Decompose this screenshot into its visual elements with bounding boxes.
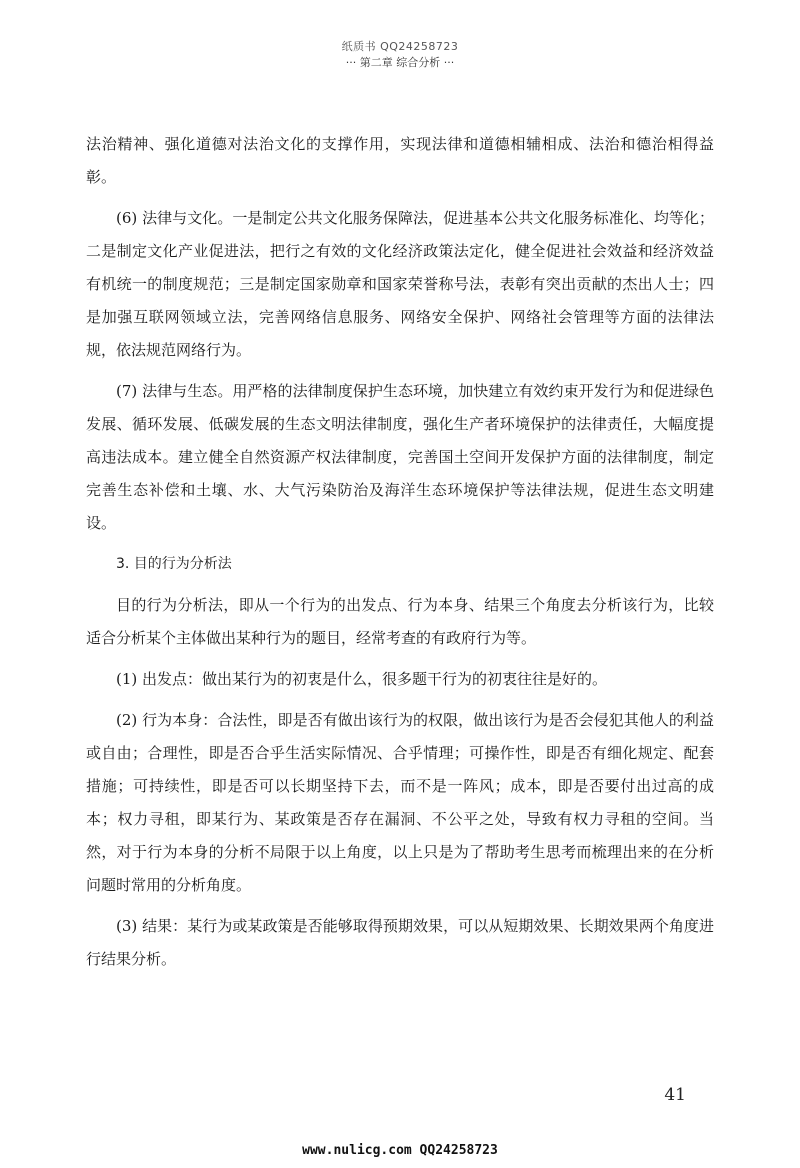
page-body — [86, 128, 714, 984]
paragraph-behavior-itself: (2) 行为本身：合法性，即是否有做出该行为的权限，做出该行为是否会侵犯其他人的利益或自由；合理性，即是否合乎生活实际情况、合乎情理；可操作性，即是否有细化规定、配套措施；可持续性，即是否可以长期坚持下去，而不是一阵风；成本，即是否要付出过高的成本；权力寻租，即某行为、某政策是否存在漏洞、不公平之处，导致有权力寻租的空间。当然，对于行为本身的分析不局限于以上角度，以上只是为了帮助考生思考而梳理出来的在分析问题时常用的分析角度。 — [86, 711, 714, 894]
paragraph-starting-point: (1) 出发点：做出某行为的初衷是什么，很多题干行为的初衷往往是好的。 — [116, 670, 608, 688]
section-heading: 3. 目的行为分析法 — [116, 556, 232, 572]
paragraph-method-intro: 目的行为分析法，即从一个行为的出发点、行为本身、结果三个角度去分析该行为，比较适合分析某个主体做出某种行为的题目，经常考查的有政府行为等。 — [86, 596, 714, 647]
paragraph-result: (3) 结果：某行为或某政策是否能够取得预期效果，可以从短期效果、长期效果两个角度进行结果分析。 — [86, 917, 714, 968]
page-number: 41 — [664, 1085, 686, 1105]
chapter-header: ··· 第二章 综合分析 ··· — [345, 56, 455, 69]
paragraph-law-ecology: (7) 法律与生态。用严格的法律制度保护生态环境，加快建立有效约束开发行为和促进绿色发展、循环发展、低碳发展的生态文明法律制度，强化生产者环境保护的法律责任，大幅度提高违法成本。建立健全自然资源产权法律制度，完善国土空间开发保护方面的法律制度，制定完善生态补偿和土壤、水、大气污染防治及海洋生态环境保护等法律法规，促进生态文明建设。 — [86, 382, 714, 532]
watermark-header: 纸质书 QQ24258723 — [341, 40, 459, 53]
footer-watermark: www.nulicg.com QQ24258723 — [302, 1143, 498, 1158]
paragraph-1: 法治精神、强化道德对法治文化的支撑作用，实现法律和道德相辅相成、法治和德治相得益彰。 — [86, 135, 714, 186]
paragraph-law-culture: (6) 法律与文化。一是制定公共文化服务保障法，促进基本公共文化服务标准化、均等化；二是制定文化产业促进法，把行之有效的文化经济政策法定化，健全促进社会效益和经济效益有机统一的制度规范；三是制定国家勋章和国家荣誉称号法，表彰有突出贡献的杰出人士；四是加强互联网领域立法，完善网络信息服务、网络安全保护、网络社会管理等方面的法律法规，依法规范网络行为。 — [86, 209, 714, 359]
